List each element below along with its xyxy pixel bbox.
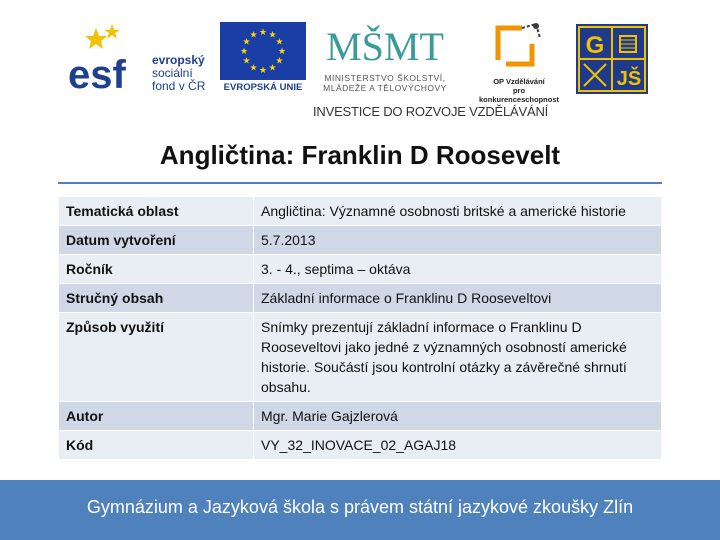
esf-line3: fond v ČR — [152, 79, 206, 93]
msmt-line2: MLÁDEŽE A TĚLOVÝCHOVY — [323, 83, 447, 93]
table-key: Stručný obsah — [59, 284, 254, 313]
eu-star-icon: ★ — [249, 63, 258, 74]
eu-star-icon: ★ — [268, 30, 277, 41]
eu-star-icon: ★ — [277, 47, 287, 57]
table-key: Způsob využití — [59, 313, 254, 402]
table-row — [59, 197, 662, 226]
eu-star-icon: ★ — [242, 56, 251, 67]
op-line1: OP Vzdělávání — [493, 77, 545, 86]
eu-star-icon: ★ — [239, 47, 249, 57]
title-divider — [58, 182, 662, 184]
table-value: Snímky prezentují základní informace o Franklinu D Rooseveltovi jako jedné z významných osobností americké historie. Součástí jsou kontrolní otázky a závěrečné shrnutí obsahu. — [254, 313, 662, 402]
esf-logo-icon — [68, 22, 213, 97]
table-key: Autor — [59, 402, 254, 431]
crest-top: G — [585, 32, 605, 59]
tagline: INVESTICE DO ROZVOJE VZDĚLÁVÁNÍ — [313, 104, 549, 119]
school-crest-icon — [576, 24, 648, 94]
eu-star-icon: ★ — [268, 63, 277, 74]
table-row — [59, 402, 662, 431]
page-title: Angličtina: Franklin D Roosevelt — [159, 140, 561, 170]
footer-bar: Gymnázium a Jazyková škola s právem státní jazykové zkoušky Zlín — [0, 480, 720, 540]
table-value: Mgr. Marie Gajzlerová — [254, 402, 662, 431]
table-value: Základní informace o Franklinu D Rooseveltovi — [254, 284, 662, 313]
eu-star-icon: ★ — [249, 30, 258, 41]
table-row — [59, 431, 662, 460]
esf-line1: evropský — [152, 53, 205, 67]
esf-line2: sociální — [152, 66, 193, 80]
table-value: 5.7.2013 — [254, 226, 662, 255]
table-key: Datum vytvoření — [59, 226, 254, 255]
eu-star-icon: ★ — [275, 37, 284, 48]
eu-star-icon: ★ — [275, 56, 284, 67]
op-line2: pro konkurenceschopnost — [478, 86, 560, 104]
table-row — [59, 313, 662, 402]
eu-star-icon: ★ — [258, 66, 268, 76]
msmt-mark: MŠMT — [326, 24, 444, 69]
table-value: 3. - 4., septima – oktáva — [254, 255, 662, 284]
eu-caption: EVROPSKÁ UNIE — [223, 82, 303, 93]
msmt-line1: MINISTERSTVO ŠKOLSTVÍ, — [324, 73, 446, 83]
esf-mark: esf — [68, 53, 126, 97]
table-key: Kód — [59, 431, 254, 460]
table-key: Tematická oblast — [59, 197, 254, 226]
table-row — [59, 255, 662, 284]
table-key: Ročník — [59, 255, 254, 284]
eu-flag-icon — [220, 22, 306, 80]
table-value: VY_32_INOVACE_02_AGAJ18 — [254, 431, 662, 460]
table-row — [59, 226, 662, 255]
eu-star-icon: ★ — [242, 37, 251, 48]
eu-logo — [220, 22, 306, 94]
crest-bottom: JŠ — [616, 68, 642, 90]
info-table — [58, 196, 662, 460]
table-row — [59, 284, 662, 313]
logo-bar — [0, 0, 720, 130]
eu-star-icon: ★ — [258, 28, 268, 38]
msmt-logo-icon — [310, 20, 460, 98]
op-logo-icon — [478, 20, 560, 104]
table-value: Angličtina: Významné osobnosti britské a americké historie — [254, 197, 662, 226]
